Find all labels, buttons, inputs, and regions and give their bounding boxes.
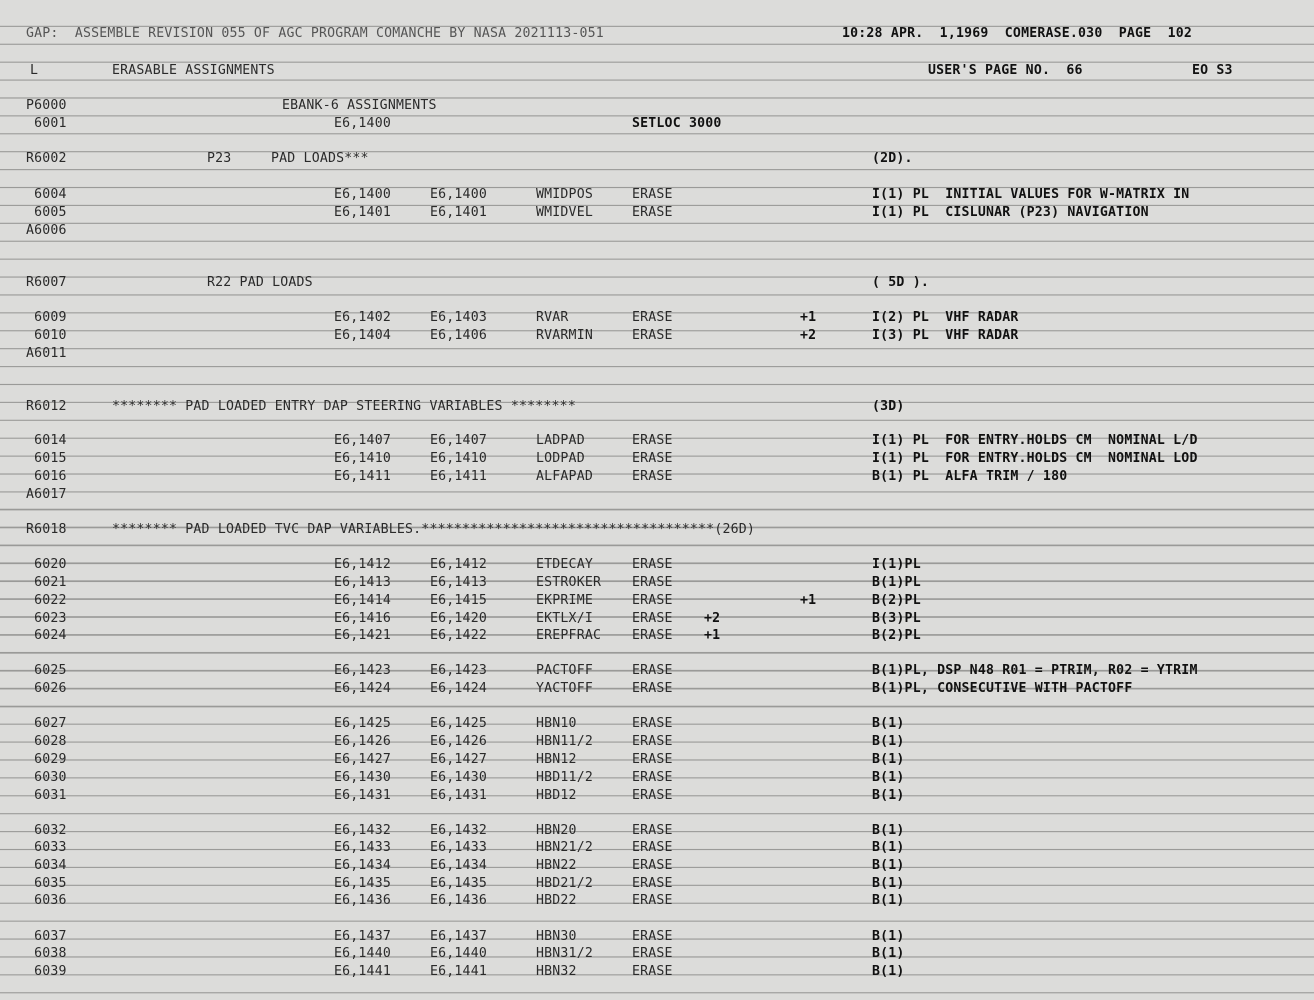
line-a2: E6,1432 [430, 823, 487, 838]
line-cmt: B(1) [872, 964, 905, 979]
listing-line [0, 733, 1314, 751]
line-n: A6006 [26, 223, 67, 238]
line-n: 6023 [26, 611, 67, 626]
listing-line [0, 610, 1314, 628]
line-op: ERASE [632, 876, 673, 891]
line-a1: E6,1441 [334, 964, 391, 979]
line-a1: E6,1437 [334, 929, 391, 944]
listing-line [0, 822, 1314, 840]
line-cmt: B(1) [872, 752, 905, 767]
line-a2: E6,1410 [430, 451, 487, 466]
line-n: P6000 [26, 98, 67, 113]
line-inc: +2 [800, 328, 817, 343]
line-n: 6001 [26, 116, 67, 131]
line-a1: E6,1434 [334, 858, 391, 873]
users-page-number: USER'S PAGE NO. 66 [928, 63, 1083, 78]
line-n: A6011 [26, 346, 67, 361]
line-op: ERASE [632, 469, 673, 484]
line-n: 6020 [26, 557, 67, 572]
line-stars: ******** PAD LOADED TVC DAP VARIABLES.************************************(26D) [112, 522, 756, 537]
line-a1: E6,1400 [334, 187, 391, 202]
line-op: ERASE [632, 611, 673, 626]
line-a1: E6,1423 [334, 663, 391, 678]
line-sym: HBN21/2 [536, 840, 593, 855]
listing-line [0, 486, 1314, 504]
line-a1: E6,1424 [334, 681, 391, 696]
header-left: GAP: ASSEMBLE REVISION 055 OF AGC PROGRAM COMANCHE BY NASA 2021113-051 [26, 26, 604, 41]
line-inc: +1 [800, 310, 817, 325]
line-a1: E6,1440 [334, 946, 391, 961]
line-op: ERASE [632, 893, 673, 908]
line-op: ERASE [632, 858, 673, 873]
line-sym: ESTROKER [536, 575, 602, 590]
line-a1: E6,1401 [334, 205, 391, 220]
line-a2: E6,1430 [430, 770, 487, 785]
line-op: ERASE [632, 575, 673, 590]
listing-line [0, 715, 1314, 733]
line-cmt: I(3) PL VHF RADAR [872, 328, 1019, 343]
line-n: 6015 [26, 451, 67, 466]
listing-line [0, 97, 1314, 115]
line-a1: E6,1435 [334, 876, 391, 891]
line-a2: E6,1415 [430, 593, 487, 608]
line-sym: ETDECAY [536, 557, 593, 572]
line-p: R22 PAD LOADS [207, 275, 313, 290]
line-cmt: B(1) [872, 840, 905, 855]
line-n: 6009 [26, 310, 67, 325]
listing-line [0, 857, 1314, 875]
listing-line [0, 398, 1314, 416]
line-op: ERASE [632, 964, 673, 979]
line-a2: E6,1433 [430, 840, 487, 855]
line-op: ERASE [632, 823, 673, 838]
listing-line [0, 345, 1314, 363]
listing-line [0, 309, 1314, 327]
line-n: 6005 [26, 205, 67, 220]
line-cmt: I(1) PL FOR ENTRY.HOLDS CM NOMINAL L/D [872, 433, 1198, 448]
line-sym: HBN12 [536, 752, 577, 767]
line-op: ERASE [632, 310, 673, 325]
line-a2: E6,1407 [430, 433, 487, 448]
line-n: 6021 [26, 575, 67, 590]
listing-line [0, 222, 1314, 240]
listing-line [0, 115, 1314, 133]
line-op: ERASE [632, 663, 673, 678]
line-n: R6018 [26, 522, 67, 537]
line-n: 6032 [26, 823, 67, 838]
line-setloc: SETLOC 3000 [632, 116, 722, 131]
line-cmt: (3D) [872, 399, 905, 414]
line-a1: E6,1416 [334, 611, 391, 626]
listing-line [0, 204, 1314, 222]
page-subheader [0, 62, 1314, 80]
line-sym: HBN22 [536, 858, 577, 873]
line-n: 6039 [26, 964, 67, 979]
line-a2: E6,1435 [430, 876, 487, 891]
line-a1: E6,1421 [334, 628, 391, 643]
line-label2: PAD LOADS*** [271, 151, 369, 166]
line-sym: HBN20 [536, 823, 577, 838]
line-cmt: B(1) [872, 734, 905, 749]
line-cmt: (2D). [872, 151, 913, 166]
line-sym: PACTOFF [536, 663, 593, 678]
subheader-title: ERASABLE ASSIGNMENTS [112, 63, 275, 78]
line-op: ERASE [632, 770, 673, 785]
line-a2: E6,1436 [430, 893, 487, 908]
line-a1: E6,1431 [334, 788, 391, 803]
line-a2: E6,1401 [430, 205, 487, 220]
line-sym: HBD11/2 [536, 770, 593, 785]
line-a1: E6,1413 [334, 575, 391, 590]
line-a2: E6,1426 [430, 734, 487, 749]
listing-line [0, 186, 1314, 204]
line-a2: E6,1412 [430, 557, 487, 572]
line-inc2: +1 [704, 628, 721, 643]
listing-line [0, 945, 1314, 963]
line-op: ERASE [632, 451, 673, 466]
line-a2: E6,1440 [430, 946, 487, 961]
line-op: ERASE [632, 716, 673, 731]
line-sym: HBN11/2 [536, 734, 593, 749]
line-op: ERASE [632, 752, 673, 767]
line-n: 6038 [26, 946, 67, 961]
line-a2: E6,1400 [430, 187, 487, 202]
line-op: ERASE [632, 929, 673, 944]
line-sym: LODPAD [536, 451, 585, 466]
listing-line [0, 521, 1314, 539]
listing-line [0, 432, 1314, 450]
line-sym: YACTOFF [536, 681, 593, 696]
line-n: 6036 [26, 893, 67, 908]
header-right: 10:28 APR. 1,1969 COMERASE.030 PAGE 102 [842, 26, 1193, 41]
line-a2: E6,1406 [430, 328, 487, 343]
listing-line [0, 963, 1314, 981]
line-a1: E6,1410 [334, 451, 391, 466]
line-stars: ******** PAD LOADED ENTRY DAP STEERING VARIABLES ******** [112, 399, 576, 414]
line-n: 6034 [26, 858, 67, 873]
line-op: ERASE [632, 557, 673, 572]
subheader-l: L [30, 63, 39, 78]
line-a2: E6,1403 [430, 310, 487, 325]
line-a2: E6,1434 [430, 858, 487, 873]
line-op: ERASE [632, 840, 673, 855]
listing-line [0, 662, 1314, 680]
line-cmt: I(1) PL FOR ENTRY.HOLDS CM NOMINAL LOD [872, 451, 1198, 466]
line-a2: E6,1424 [430, 681, 487, 696]
line-cmt: B(1)PL, CONSECUTIVE WITH PACTOFF [872, 681, 1133, 696]
line-a2: E6,1411 [430, 469, 487, 484]
line-n: A6017 [26, 487, 67, 502]
line-n: 6022 [26, 593, 67, 608]
listing-line [0, 592, 1314, 610]
line-cmt: B(1) [872, 788, 905, 803]
line-sym: WMIDPOS [536, 187, 593, 202]
line-inc: +1 [800, 593, 817, 608]
line-n: 6016 [26, 469, 67, 484]
line-sym: EKPRIME [536, 593, 593, 608]
listing-line [0, 468, 1314, 486]
listing-line [0, 574, 1314, 592]
line-n: 6031 [26, 788, 67, 803]
page-header [0, 25, 1314, 43]
line-a1: E6,1404 [334, 328, 391, 343]
line-a2: E6,1441 [430, 964, 487, 979]
line-cmt: I(1) PL CISLUNAR (P23) NAVIGATION [872, 205, 1149, 220]
line-sym: RVARMIN [536, 328, 593, 343]
eo-label: EO S3 [1192, 63, 1233, 78]
line-sym: RVAR [536, 310, 569, 325]
line-a2: E6,1423 [430, 663, 487, 678]
line-sym: ALFAPAD [536, 469, 593, 484]
line-op: ERASE [632, 205, 673, 220]
line-cmt: B(1) [872, 946, 905, 961]
line-cmt: B(2)PL [872, 628, 921, 643]
line-a2: E6,1425 [430, 716, 487, 731]
line-n: R6002 [26, 151, 67, 166]
line-n: 6004 [26, 187, 67, 202]
line-label: EBANK-6 ASSIGNMENTS [282, 98, 437, 113]
line-sym: HBN30 [536, 929, 577, 944]
line-sym: WMIDVEL [536, 205, 593, 220]
line-n: 6030 [26, 770, 67, 785]
listing-line [0, 150, 1314, 168]
line-op: ERASE [632, 628, 673, 643]
line-n: R6012 [26, 399, 67, 414]
line-cmt: I(1) PL INITIAL VALUES FOR W-MATRIX IN [872, 187, 1190, 202]
line-cmt: B(1) [872, 893, 905, 908]
line-sym: LADPAD [536, 433, 585, 448]
listing-line [0, 327, 1314, 345]
listing-line [0, 274, 1314, 292]
line-n: 6027 [26, 716, 67, 731]
listing-line [0, 680, 1314, 698]
line-op: ERASE [632, 187, 673, 202]
line-op: ERASE [632, 328, 673, 343]
line-sym: HBD12 [536, 788, 577, 803]
line-a1: E6,1414 [334, 593, 391, 608]
listing-line [0, 450, 1314, 468]
line-a2: E6,1431 [430, 788, 487, 803]
line-op: ERASE [632, 681, 673, 696]
line-cmt: B(1) [872, 876, 905, 891]
line-n: 6024 [26, 628, 67, 643]
line-a2: E6,1437 [430, 929, 487, 944]
listing-line [0, 839, 1314, 857]
line-cmt: B(2)PL [872, 593, 921, 608]
line-sym: HBD22 [536, 893, 577, 908]
line-a1: E6,1432 [334, 823, 391, 838]
line-p: P23 [207, 151, 232, 166]
line-n: 6035 [26, 876, 67, 891]
line-cmt: I(2) PL VHF RADAR [872, 310, 1019, 325]
line-cmt: B(1) [872, 858, 905, 873]
listing-line [0, 928, 1314, 946]
line-n: 6028 [26, 734, 67, 749]
line-cmt: B(1)PL, DSP N48 R01 = PTRIM, R02 = YTRIM [872, 663, 1198, 678]
line-a1: E6,1400 [334, 116, 391, 131]
line-a2: E6,1413 [430, 575, 487, 590]
listing-line [0, 892, 1314, 910]
line-a1: E6,1427 [334, 752, 391, 767]
line-n: 6010 [26, 328, 67, 343]
line-sym: HBN10 [536, 716, 577, 731]
line-cmt: B(1)PL [872, 575, 921, 590]
line-a2: E6,1420 [430, 611, 487, 626]
line-sym: HBN32 [536, 964, 577, 979]
line-n: 6037 [26, 929, 67, 944]
listing-line [0, 556, 1314, 574]
line-op: ERASE [632, 734, 673, 749]
line-op: ERASE [632, 788, 673, 803]
line-op: ERASE [632, 946, 673, 961]
line-a1: E6,1425 [334, 716, 391, 731]
line-sym: HBD21/2 [536, 876, 593, 891]
line-a1: E6,1433 [334, 840, 391, 855]
line-a1: E6,1412 [334, 557, 391, 572]
line-cmt: I(1)PL [872, 557, 921, 572]
line-a1: E6,1402 [334, 310, 391, 325]
line-a2: E6,1422 [430, 628, 487, 643]
line-sym: EREPFRAC [536, 628, 602, 643]
line-n: 6033 [26, 840, 67, 855]
line-a1: E6,1436 [334, 893, 391, 908]
line-n: 6026 [26, 681, 67, 696]
listing-line [0, 751, 1314, 769]
line-op: ERASE [632, 433, 673, 448]
line-n: 6014 [26, 433, 67, 448]
line-cmt: B(1) [872, 770, 905, 785]
line-cmt: B(1) [872, 823, 905, 838]
line-sym: HBN31/2 [536, 946, 593, 961]
listing-line [0, 627, 1314, 645]
line-n: 6025 [26, 663, 67, 678]
line-a2: E6,1427 [430, 752, 487, 767]
listing-line [0, 875, 1314, 893]
line-sym: EKTLX/I [536, 611, 593, 626]
line-cmt: B(3)PL [872, 611, 921, 626]
line-n: R6007 [26, 275, 67, 290]
line-cmt: B(1) [872, 929, 905, 944]
line-a1: E6,1407 [334, 433, 391, 448]
line-a1: E6,1430 [334, 770, 391, 785]
line-n: 6029 [26, 752, 67, 767]
line-op: ERASE [632, 593, 673, 608]
line-a1: E6,1411 [334, 469, 391, 484]
line-cmt: ( 5D ). [872, 275, 929, 290]
listing-line [0, 787, 1314, 805]
line-a1: E6,1426 [334, 734, 391, 749]
listing-line [0, 769, 1314, 787]
line-cmt: B(1) [872, 716, 905, 731]
line-cmt: B(1) PL ALFA TRIM / 180 [872, 469, 1068, 484]
line-inc2: +2 [704, 611, 721, 626]
